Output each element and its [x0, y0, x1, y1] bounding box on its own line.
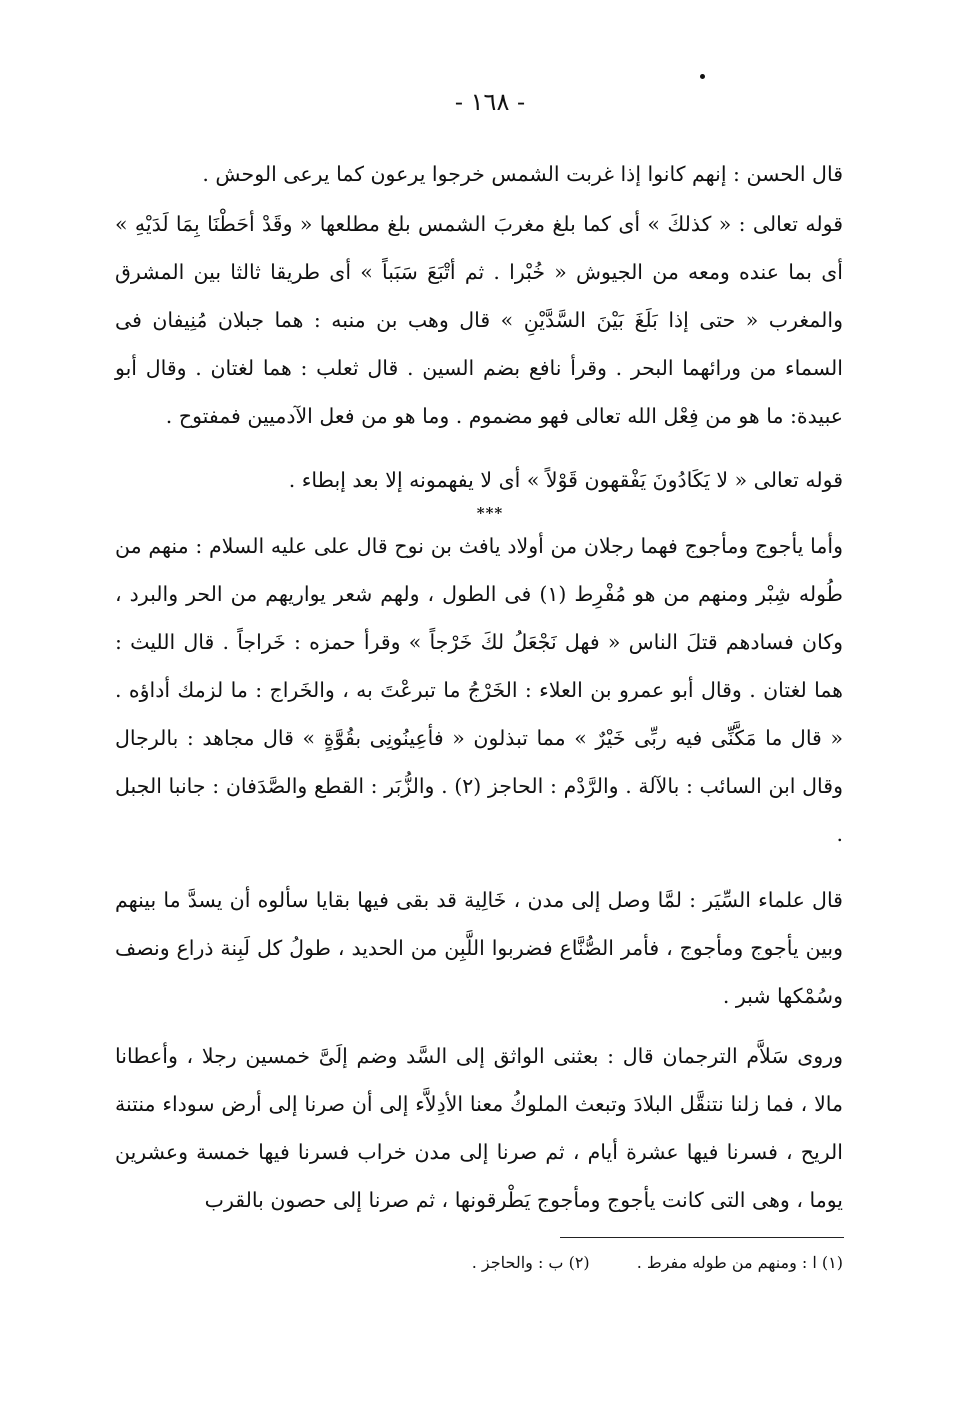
paragraph-text: وروى سَلاَّم الترجمان قال : بعثنى الواثق إلى السَّد وضم إلَىَّ خمسين رجلا ، وأعطانا مالا ، فما زلنا نتنقَّل البلادَ وتبعث الملوكُ معنا الأدِلاَّء إلى أن صرنا إلى أرض سوداء منتنة الريح ، فسرنا فيها عشرة أيام ، ثم صرنا إلى مدن خراب فسرنا فيها خمسة وعشرين يوما ، وهى التى كانت يأجوج ومأجوج يَطْرقونها ، ثم صرنا إلى حصون بالقرب — [115, 1044, 843, 1212]
page-number: - ١٦٨ - — [454, 88, 526, 116]
section-separator: *** — [476, 504, 504, 522]
ink-dot — [700, 74, 705, 79]
paragraph-6 — [115, 1032, 843, 1224]
footnote-1: (١) ا : ومنهم من طوله مفرط . — [636, 1253, 843, 1272]
paragraph-4 — [115, 522, 843, 858]
footnotes — [115, 1248, 843, 1278]
paragraph-3 — [115, 456, 843, 504]
paragraph-5 — [115, 876, 843, 1020]
footnote-2: (٢) ب : والحاجز . — [471, 1253, 590, 1272]
paragraph-1 — [115, 150, 843, 198]
footnote-divider — [560, 1237, 844, 1238]
paragraph-text: قال الحسن : إنهم كانوا إذا غربت الشمس خرجوا يرعون كما يرعى الوحش . — [202, 162, 843, 186]
paragraph-text: قوله تعالى : « كذلكَ » أى كما بلغ مغربَ الشمس بلغ مطلعها « وقَدْ أحَطْنَا بِمَا لَدَيْهِ » أى بما عنده ومعه من الجيوش « خُبْرا . ثم أتْبَعَ سَبَباً » أى طريقا ثالثا بين المشرق والمغرب « حتى إذا بَلَغَ بَيْنَ السَّدَّيْنِ » قال وهب بن منبه : هما جبلان مُنِيفان فى السماء من ورائهما البحر . وقرأ نافع بضم السين . قال ثعلب : هما لغتان . وقال أبو عبيدة: ما هو من فِعْل الله تعالى فهو مضموم . وما هو من فعل الآدميين فمفتوح . — [115, 212, 843, 428]
paragraph-2 — [115, 200, 843, 440]
paragraph-text: وأما يأجوج ومأجوج فهما رجلان من أولاد يافث بن نوح قال على عليه السلام : منهم من طُوله شِبْر ومنهم من هو مُفْرِط (١) فى الطول ، ولهم شعر يواريهم من الحر والبرد ، وكان فسادهم قتلَ الناس « فهل نَجْعَلُ لكَ خَرْجاً » وقرأ حمزه : خَراجاً . قال الليث : هما لغتان . وقال أبو عمرو بن العلاء : الخَرْجُ ما تبرعْتَ به ، والخَراج : ما لزمك أداؤه . « قال ما مَكَّنِّى فيه ربِّى خَيْرٌ » مما تبذلون « فأعِينُونِى بقُوَّةٍ » قال مجاهد : بالرجال وقال ابن السائب : بالآلة . والرَّدْم : الحاجز (٢) . والزُّبَر : القطع والصَّدَفان : جانبا الجبل . — [115, 534, 843, 846]
paragraph-text: قال علماء السِّيَر : لمَّا وصل إلى مدن ، خَالِية قد بقى فيها بقايا سألوه أن يسدَّ ما بينهم وبين يأجوج ومأجوج ، فأمر الصُّنَّاع فضربوا اللَّبِن من الحديد ، طولُ كل لَبِنة ذراع ونصف وسُمْكها شبر . — [115, 888, 843, 1008]
paragraph-text: قوله تعالى « لا يَكَادُونَ يَفْقهون قَوْلاً » أى لا يفهمونه إلا بعد إبطاء . — [288, 468, 843, 492]
